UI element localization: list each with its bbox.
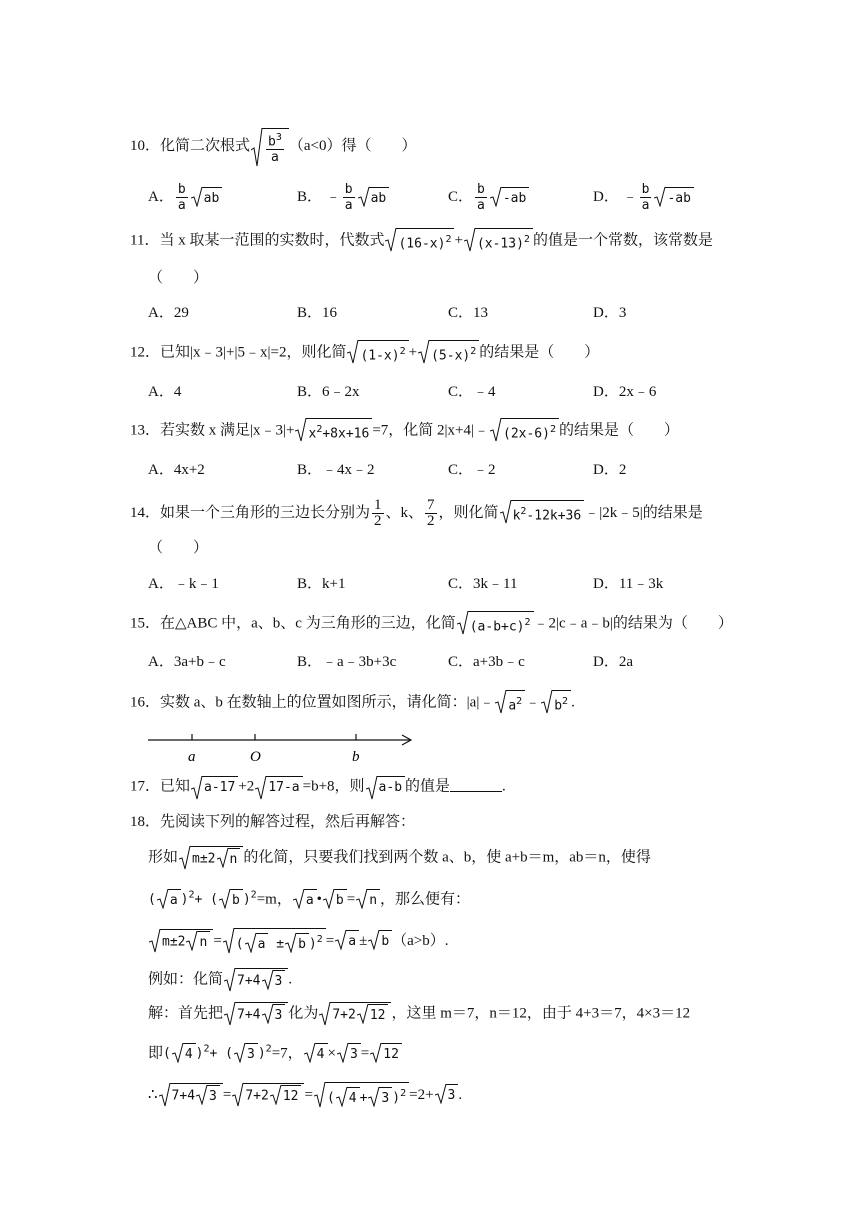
option-d: D．2x﹣6 bbox=[593, 384, 657, 400]
q18-line-2: ( a )$^2$+ ( b )$^2$=m， a • b = n ，那么便有： bbox=[148, 886, 470, 911]
question-18: 18．先阅读下列的解答过程，然后再解答： bbox=[130, 814, 416, 830]
option-b: B．6﹣2x bbox=[297, 384, 360, 400]
option-b: B．k+1 bbox=[297, 576, 346, 592]
q18-solution: 解：首先把 7+4 3 化为 7+2 12 ，这里 m＝7，n＝12，由于 4+3＝7，4×3＝12 bbox=[148, 1002, 690, 1026]
answer-blank[interactable] bbox=[450, 777, 502, 792]
option-d: D．11﹣3k bbox=[593, 576, 664, 592]
option-d: D．3 bbox=[593, 305, 627, 321]
question-17: 17．已知 a-17 +2 17-a =b+8，则 a-b 的值是 . bbox=[130, 776, 506, 798]
axis-label-o: O bbox=[250, 749, 261, 765]
option-b: B．﹣a﹣3b+3c bbox=[297, 654, 397, 670]
axis-label-a: a bbox=[188, 749, 196, 765]
question-number: 10． bbox=[130, 138, 161, 155]
option-c: C．﹣4 bbox=[448, 384, 496, 400]
q18-example: 例如：化简 7+4 3 . bbox=[148, 968, 292, 992]
option-c: C．13 bbox=[448, 305, 489, 321]
option-a: A． $\frac{b}{a}$ ab bbox=[148, 182, 222, 213]
option-a: A．4x+2 bbox=[148, 462, 205, 478]
q18-line-1: 形如 m±2 n 的化简，只要我们找到两个数 a、b，使 a+b＝m，ab＝n，使得 bbox=[148, 846, 651, 870]
q18-line-6: 即( 4 )$^2$+ ( 3 )$^2$=7， 4 × 3 = 12 bbox=[148, 1040, 402, 1065]
q18-line-7: ∴ 7+4 3 = 7+2 12 = ( 4 + 3 )$^2$ =2+ 3 . bbox=[148, 1082, 462, 1109]
option-c: C． $\frac{b}{a}$ -ab bbox=[448, 182, 529, 213]
question-11: 11．当 x 取某一范围的实数时，代数式 $(16-x)^2$ + $(x-13)^2$ 的值是一个常数，该常数是 bbox=[130, 228, 713, 254]
option-c: C．a+3b﹣c bbox=[448, 654, 525, 670]
option-a: A．4 bbox=[148, 384, 182, 400]
question-10 bbox=[130, 128, 417, 165]
q18-line-3: m±2 n = ( a ± b )$^2$ = a ± b （a>b）. bbox=[148, 928, 449, 955]
question-15: 15．在△ABC 中，a、b、c 为三角形的三边，化简 $(a-b+c)^2$ ﹣2|c﹣a﹣b|的结果为（ ） bbox=[130, 611, 733, 637]
option-d: D．2a bbox=[593, 654, 633, 670]
option-a: A．﹣k﹣1 bbox=[148, 576, 219, 592]
option-b: B．16 bbox=[297, 305, 338, 321]
question-text: 化简二次根式 bbox=[160, 138, 251, 155]
option-c: C．3k﹣11 bbox=[448, 576, 518, 592]
question-text: （a<0）得（ ） bbox=[288, 138, 417, 155]
option-a: A．29 bbox=[148, 305, 189, 321]
answer-paren: （ ） bbox=[148, 270, 209, 286]
axis-label-b: b bbox=[352, 749, 360, 765]
option-a: A．3a+b﹣c bbox=[148, 654, 226, 670]
question-13: 13．若实数 x 满足|x﹣3|+ $x^2+8x+16 =7$，化简 2|x+4|﹣ $(2x-6)^2$ 的结果是（ ） bbox=[130, 418, 679, 444]
question-14: 14．如果一个三角形的三边长分别为 $\frac{1}{2}$ 、k、 $\frac{7}{2}$ ，则化简 $k^2-12k+36$ ﹣|2k﹣5|的结果是 bbox=[130, 497, 703, 529]
option-c: C．﹣2 bbox=[448, 462, 496, 478]
answer-paren: （ ） bbox=[148, 540, 209, 556]
option-b: B． ﹣ $\frac{b}{a}$ ab bbox=[297, 182, 389, 213]
number-line bbox=[148, 725, 418, 767]
option-b: B．﹣4x﹣2 bbox=[297, 462, 375, 478]
question-12: 12．已知|x﹣3|+|5﹣x|=2，则化简 $(1-x)^2$ + $(5-x)^2$ 的结果是（ ） bbox=[130, 340, 599, 366]
option-d: D．2 bbox=[593, 462, 627, 478]
question-16: 16．实数 a、b 在数轴上的位置如图所示，请化简：|a|﹣ $a^2$ ﹣ $b^2$ . bbox=[130, 690, 575, 716]
radical: $\frac{b^3}{a}$ bbox=[251, 128, 289, 165]
option-d: D． ﹣ $\frac{b}{a}$ -ab bbox=[593, 182, 694, 213]
